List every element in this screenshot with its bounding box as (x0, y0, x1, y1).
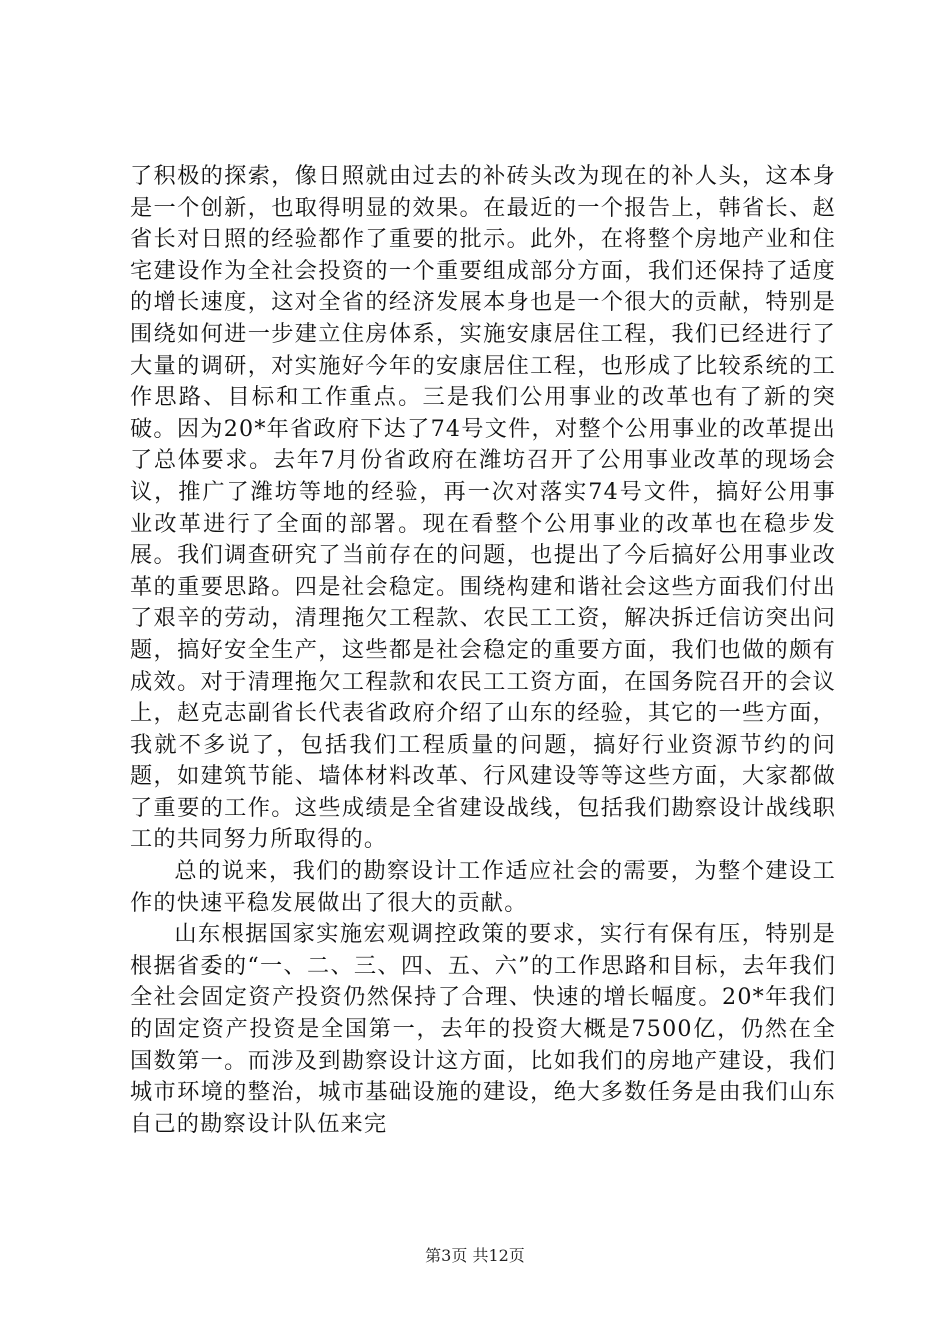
paragraph-3: 山东根据国家实施宏观调控政策的要求，实行有保有压，特别是根据省委的“一、二、三、四、五、六”的工作思路和目标，去年我们全社会固定资产投资仍然保持了合理、快速的增长幅度。20*年我们的固定资产投资是全国第一，去年的投资大概是7500亿，仍然在全国数第一。而涉及到勘察设计这方面，比如我们的房地产建设，我们城市环境的整治，城市基础设施的建设，绝大多数任务是由我们山东自己的勘察设计队伍来完 (130, 921, 836, 1137)
paragraph-2: 总的说来，我们的勘察设计工作适应社会的需要，为整个建设工作的快速平稳发展做出了很大的贡献。 (130, 858, 836, 916)
page-footer (0, 1243, 950, 1266)
page-number-label: 第3页 共12页 (425, 1246, 525, 1265)
document-body (130, 161, 836, 1140)
paragraph-1: 了积极的探索，像日照就由过去的补砖头改为现在的补人头，这本身是一个创新，也取得明显的效果。在最近的一个报告上，韩省长、赵省长对日照的经验都作了重要的批示。此外，在将整个房地产业和住宅建设作为全社会投资的一个重要组成部分方面，我们还保持了适度的增长速度，这对全省的经济发展本身也是一个很大的贡献，特别是围绕如何进一步建立住房体系，实施安康居住工程，我们已经进行了大量的调研，对实施好今年的安康居住工程，也形成了比较系统的工作思路、目标和工作重点。三是我们公用事业的改革也有了新的突破。因为20*年省政府下达了74号文件，对整个公用事业的改革提出了总体要求。去年7月份省政府在潍坊召开了公用事业改革的现场会议，推广了潍坊等地的经验，再一次对落实74号文件，搞好公用事业改革进行了全面的部署。现在看整个公用事业的改革也在稳步发展。我们调查研究了当前存在的问题，也提出了今后搞好公用事业改革的重要思路。四是社会稳定。围绕构建和谐社会这些方面我们付出了艰辛的劳动，清理拖欠工程款、农民工工资，解决拆迁信访突出问题，搞好安全生产，这些都是社会稳定的重要方面，我们也做的颇有成效。对于清理拖欠工程款和农民工工资方面，在国务院召开的会议上，赵克志副省长代表省政府介绍了山东的经验，其它的一些方面，我就不多说了，包括我们工程质量的问题，搞好行业资源节约的问题，如建筑节能、墙体材料改革、行风建设等等这些方面，大家都做了重要的工作。这些成绩是全省建设战线，包括我们勘察设计战线职工的共同努力所取得的。 (130, 163, 836, 853)
